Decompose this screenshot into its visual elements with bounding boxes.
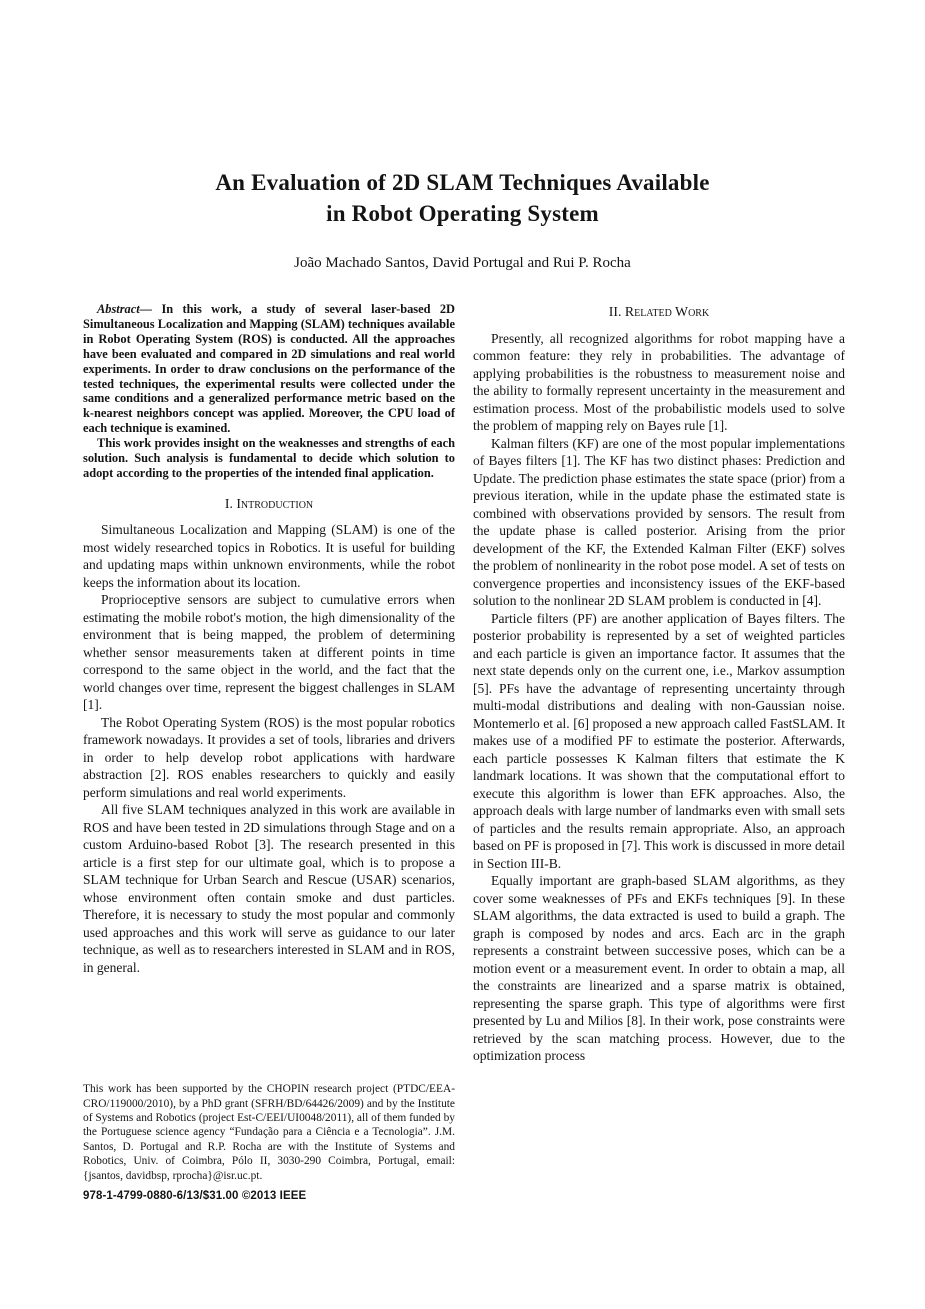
paper-title [0,167,925,229]
section-heading-introduction: I. Introduction [224,495,314,511]
section-heading-related-work: II. Related Work [608,304,710,319]
related-work-paragraph-2: Kalman filters (KF) are one of the most popular implementations of Bayes filters [1]. The KF has two distinct phases: Prediction and Update. The prediction phase estimates the state space (prior) from a previous iteration, while in the update phase the estimated state is combined with observations provided by sensors. The result from the update phase is called posterior. Arising from the prior development of the KF, the Extended Kalman Filter (EKF) solves the problem of nonlinearity in the robot pose model. A set of tests on convergence properties and inconsistency issues of the EKF-based solution to the nonlinear 2D SLAM problem is conducted in [4]. [473,435,845,608]
related-work-paragraph-1: Presently, all recognized algorithms for robot mapping have a common feature: they rely in probabilities. The advantage of applying probabilities is the robustness to measurement noise and the ability to formally represent uncertainty in the measurement and estimation process. Most of the probabilistic models used to solve the problem of mapping rely on Bayes rule [1]. [473,330,845,433]
abstract-paragraph-2: This work provides insight on the weaknesses and strengths of each solution. Such analysis is fundamental to decide which solution to adopt according to the properties of the intended final application. [83,436,455,480]
intro-paragraph-1: Simultaneous Localization and Mapping (SLAM) is one of the most widely researched topics in Robotics. It is useful for building and updating maps within unknown environments, while the robot keeps the information about its location. [83,522,455,590]
abstract-paragraph-1 [83,302,455,436]
intro-paragraph-2: Proprioceptive sensors are subject to cumulative errors when estimating the mobile robot's motion, the high dimensionality of the environment that is being mapped, the problem of determining whether sensor measurements taken at different points in time correspond to the same object in the world, and the fact that the world changes over time, represent the biggest challenges in SLAM [1]. [83,592,455,713]
paper-authors: João Machado Santos, David Portugal and Rui P. Rocha [294,255,631,271]
copyright-notice: 978-1-4799-0880-6/13/$31.00 ©2013 IEEE [83,1190,307,1202]
abstract-label: Abstract— [97,302,153,316]
title-block [0,167,925,272]
abstract-text: In this work, a study of several laser-based 2D Simultaneous Localization and Mapping (SLAM) techniques available in Robot Operating System (ROS) is conducted. All the approaches have been evaluated and compared in 2D simulations and real world experiments. In order to draw conclusions on the performance of the tested techniques, the experimental results were collected under the same conditions and a generalized performance metric based on the k-nearest neighbors concept was applied. Moreover, the CPU load of each technique is examined. [83,302,455,436]
related-work-paragraph-3: Particle filters (PF) are another application of Bayes filters. The posterior probability is represented by a set of weighted particles and each particle is given an importance factor. It assumes that the next state depends only on the current one, i.e., Markov assumption [5]. PFs have the advantage of representing uncertainty through multi-modal distributions and dealing with non-Gaussian noise. Montemerlo et al. [6] proposed a new approach called FastSLAM. It makes use of a modified PF to estimate the posterior. Afterwards, each particle possesses K Kalman filters that estimate the K landmark locations. It was shown that the computational effort to execute this algorithm is lower than EFK approaches. Also, the approach deals with large number of landmarks even with small sets of particles and the results remain appropriate. Also, an approach based on PF is proposed in [7]. This work is discussed in more detail in Section III-B. [473,610,845,871]
intro-paragraph-3: The Robot Operating System (ROS) is the most popular robotics framework nowadays. It provides a set of tools, libraries and drivers in order to help develop robot applications with hardware abstraction [2]. ROS enables researchers to quickly and easily perform simulations and real world experiments. [83,714,455,800]
right-column [473,302,845,1065]
author-footnote: This work has been supported by the CHOPIN research project (PTDC/EEA-CRO/119000/2010), by a PhD grant (SFRH/BD/64426/2009) and by the Institute of Systems and Robotics (project Est-C/EEI/UI0048/2011), all of them funded by the Portuguese science agency “Fundação para a Ciência e a Tecnologia”. J.M. Santos, D. Portugal and R.P. Rocha are with the Institute of Systems and Robotics, Univ. of Coimbra, Pólo II, 3030-290 Coimbra, Portugal, email: {jsantos, davidbsp, rprocha}@isr.uc.pt. [83,1083,455,1182]
intro-paragraph-4: All five SLAM techniques analyzed in this work are available in ROS and have been tested in 2D simulations through Stage and on a custom Arduino-based Robot [3]. The research presented in this article is a first step for our ultimate goal, which is to propose a SLAM technique for Urban Search and Rescue (USAR) scenarios, whose environment often contain smoke and dust particles. Therefore, it is necessary to study the most popular and commonly used approaches and this work will serve as guidance to our later technique, as well as to researchers interested in SLAM and in ROS, in general. [83,802,455,975]
abstract-block [83,302,455,481]
paper-title-line-2: in Robot Operating System [326,201,599,226]
related-work-paragraph-4: Equally important are graph-based SLAM algorithms, as they cover some weaknesses of PFs and EKFs techniques [9]. In these SLAM algorithms, the data extracted is used to build a graph. The graph is composed by nodes and arcs. Each arc in the graph represents a constraint between successive poses, which can be a motion event or a measurement event. In order to obtain a map, all the constraints are linearized and a sparse matrix is obtained, representing the sparse graph. This type of algorithms were first presented by Lu and Milios [8]. In their work, pose constraints were retrieved by the scan matching process. However, due to the optimization process [473,873,845,1063]
paper-title-line-1: An Evaluation of 2D SLAM Techniques Available [215,170,710,195]
left-column [83,302,455,1183]
